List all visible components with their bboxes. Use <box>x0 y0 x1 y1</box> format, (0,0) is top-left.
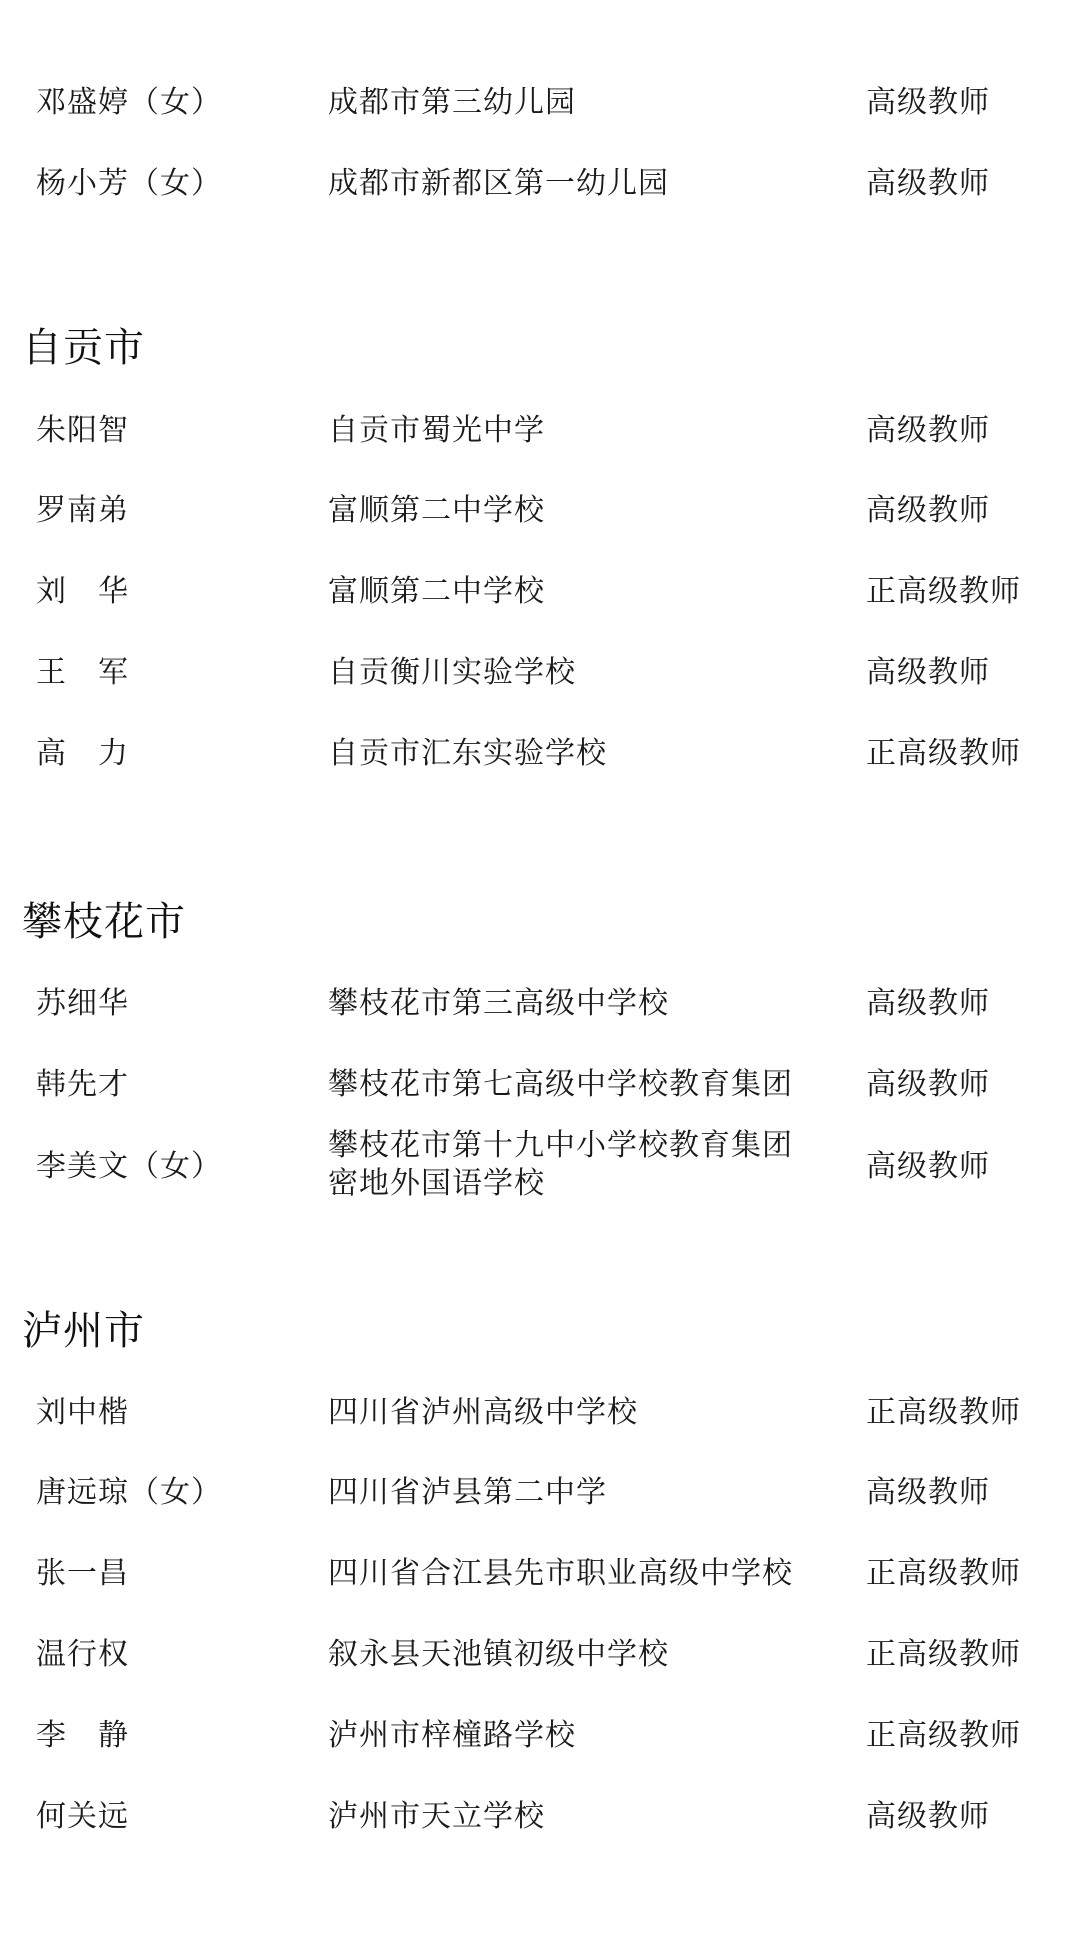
school-name: 四川省合江县先市职业高级中学校 <box>328 1556 793 1591</box>
school-name: 富顺第二中学校 <box>328 574 545 609</box>
table-row <box>0 1127 1080 1207</box>
table-row <box>0 1716 1080 1756</box>
table-row <box>0 1065 1080 1105</box>
teacher-title: 高级教师 <box>866 413 990 448</box>
teacher-name: 刘中楷 <box>36 1395 129 1430</box>
table-row <box>0 164 1080 204</box>
teacher-name: 李美文（女） <box>36 1149 222 1184</box>
section-heading-zigong: 自贡市 <box>22 325 145 371</box>
teacher-title: 高级教师 <box>866 85 990 120</box>
table-row <box>0 1635 1080 1675</box>
teacher-name: 邓盛婷（女） <box>36 85 222 120</box>
school-name: 成都市新都区第一幼儿园 <box>328 166 669 201</box>
school-name: 成都市第三幼儿园 <box>328 85 576 120</box>
teacher-name: 罗南弟 <box>36 493 129 528</box>
school-name: 自贡市汇东实验学校 <box>328 736 607 771</box>
teacher-name: 苏细华 <box>36 986 129 1021</box>
teacher-title: 高级教师 <box>866 493 990 528</box>
teacher-name: 张一昌 <box>36 1556 129 1591</box>
teacher-title: 高级教师 <box>866 1067 990 1102</box>
school-name: 叙永县天池镇初级中学校 <box>328 1637 669 1672</box>
teacher-title: 正高级教师 <box>866 1718 1021 1753</box>
teacher-title: 高级教师 <box>866 1149 990 1184</box>
teacher-title: 高级教师 <box>866 986 990 1021</box>
teacher-name: 王 军 <box>36 655 129 690</box>
table-row <box>0 572 1080 612</box>
table-row <box>0 1554 1080 1594</box>
table-row <box>0 83 1080 123</box>
teacher-name: 刘 华 <box>36 574 129 609</box>
teacher-name: 高 力 <box>36 736 129 771</box>
teacher-title: 正高级教师 <box>866 574 1021 609</box>
school-name: 泸州市天立学校 <box>328 1799 545 1834</box>
teacher-name: 唐远琼（女） <box>36 1475 222 1510</box>
section-heading-luzhou: 泸州市 <box>22 1308 145 1354</box>
teacher-title: 正高级教师 <box>866 1556 1021 1591</box>
section-heading-panzhihua: 攀枝花市 <box>22 899 186 945</box>
table-row <box>0 411 1080 451</box>
school-name-line-2: 密地外国语学校 <box>328 1166 545 1201</box>
teacher-name: 韩先才 <box>36 1067 129 1102</box>
school-name: 攀枝花市第七高级中学校教育集团 <box>328 1067 793 1102</box>
school-name-line-1: 攀枝花市第十九中小学校教育集团 <box>328 1128 793 1163</box>
table-row <box>0 1473 1080 1513</box>
school-name: 四川省泸州高级中学校 <box>328 1395 638 1430</box>
teacher-title: 高级教师 <box>866 1799 990 1834</box>
table-row <box>0 1393 1080 1433</box>
school-name: 自贡衡川实验学校 <box>328 655 576 690</box>
teacher-name: 朱阳智 <box>36 413 129 448</box>
school-name: 攀枝花市第三高级中学校 <box>328 986 669 1021</box>
teacher-name: 温行权 <box>36 1637 129 1672</box>
table-row <box>0 984 1080 1024</box>
teacher-title: 正高级教师 <box>866 736 1021 771</box>
teacher-title: 高级教师 <box>866 655 990 690</box>
teacher-title: 高级教师 <box>866 1475 990 1510</box>
school-name <box>328 1127 793 1203</box>
school-name: 自贡市蜀光中学 <box>328 413 545 448</box>
table-row <box>0 653 1080 693</box>
teacher-title: 正高级教师 <box>866 1395 1021 1430</box>
teacher-name: 何关远 <box>36 1799 129 1834</box>
teacher-name: 杨小芳（女） <box>36 166 222 201</box>
table-row <box>0 734 1080 774</box>
table-row <box>0 491 1080 531</box>
teacher-name: 李 静 <box>36 1718 129 1753</box>
teacher-title: 正高级教师 <box>866 1637 1021 1672</box>
table-row <box>0 1797 1080 1837</box>
school-name: 泸州市梓橦路学校 <box>328 1718 576 1753</box>
school-name: 四川省泸县第二中学 <box>328 1475 607 1510</box>
school-name: 富顺第二中学校 <box>328 493 545 528</box>
teacher-title: 高级教师 <box>866 166 990 201</box>
